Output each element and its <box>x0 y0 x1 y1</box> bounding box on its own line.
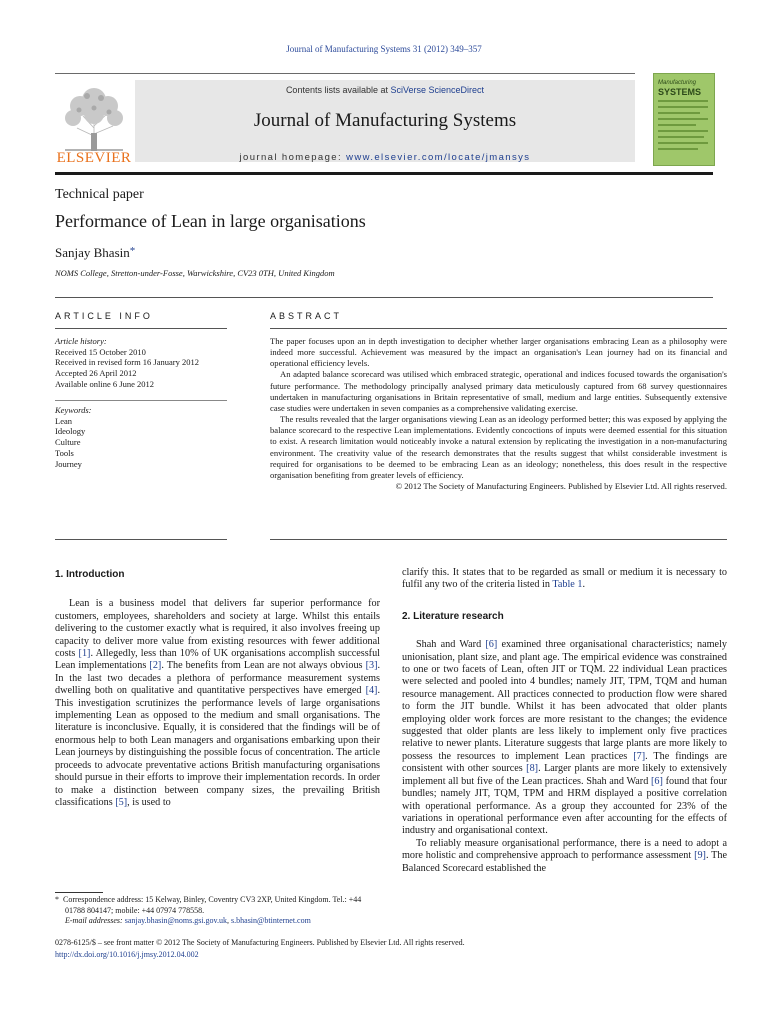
correspondence-footnote <box>55 892 380 927</box>
email-link[interactable]: s.bhasin@btinternet.com <box>231 916 311 925</box>
keyword: Culture <box>55 437 81 448</box>
doi-link[interactable]: http://dx.doi.org/10.1016/j.jmsy.2012.04.002 <box>55 950 199 959</box>
author-line <box>55 245 135 261</box>
elsevier-wordmark: ELSEVIER <box>56 150 132 166</box>
paper-type: Technical paper <box>55 187 144 202</box>
body-right-column <box>402 567 727 875</box>
cover-line-9 <box>658 148 698 150</box>
abstract-paragraph: An adapted balance scorecard was utilised which embraced strategic, operational and indices focused towards the organisation's future performance. The methodology principally analysed primary data meticulously captured from 68 survey questionnaires undertaken in manufacturing organisations in Britain representative of small, medium and large entities. Subsequently extensive case studies were undertaken in seven companies as a comprehensive validating exercise. <box>270 369 727 413</box>
citation-link[interactable]: [3] <box>365 660 378 672</box>
cover-line-7 <box>658 136 704 138</box>
journal-homepage <box>135 152 635 163</box>
text-run: Shah and Ward <box>416 639 486 651</box>
author-name: Sanjay Bhasin <box>55 245 130 260</box>
correspondence-text: Correspondence address: 15 Kelway, Binley, Coventry CV3 2XP, United Kingdom. Tel.: +44 01788 804147; mobile: +44 07974 778558. <box>63 895 362 915</box>
header-divider <box>55 172 713 175</box>
author-footnote-mark[interactable]: * <box>129 245 136 257</box>
abstract-paragraph: The paper focuses upon an in depth investigation to decipher whether larger organisations embracing Lean as a philosophy were indeed more successful. Achievement was measured by the impact an organisation's Lean journey had on its financial and operational efficiency levels. <box>270 336 727 369</box>
abstract-copyright: © 2012 The Society of Manufacturing Engineers. Published by Elsevier Ltd. All rights reserved. <box>395 481 727 492</box>
text-run: . The Balanced Scorecard established the <box>402 850 727 874</box>
cover-line-5 <box>658 124 696 126</box>
masthead-top-rule <box>55 73 635 74</box>
citation-link[interactable]: [8] <box>526 763 539 775</box>
email-separator: , <box>227 916 232 925</box>
keyword: Lean <box>55 415 72 426</box>
keywords <box>55 405 227 469</box>
cover-line-3 <box>658 112 700 114</box>
cover-line-2 <box>658 106 708 108</box>
email-label: E-mail addresses: <box>65 916 125 925</box>
citation-link[interactable]: [1] <box>78 648 91 660</box>
cover-title-large: SYSTEMS <box>658 87 702 97</box>
contents-prefix: Contents lists available at <box>285 85 391 95</box>
introduction-heading: 1. Introduction <box>55 569 125 580</box>
email-link[interactable]: sanjay.bhasin@noms.gsi.gov.uk <box>124 916 228 925</box>
paper-title: Performance of Lean in large organisations <box>55 211 366 231</box>
info-heading-rule <box>55 328 227 329</box>
abstract-heading-rule <box>270 328 727 329</box>
article-history <box>55 336 227 390</box>
abstract-bottom-rule <box>270 539 727 540</box>
author-affiliation: NOMS College, Stretton-under-Fosse, Warwickshire, CV23 0TH, United Kingdom <box>55 268 335 278</box>
introduction-paragraph <box>55 598 380 809</box>
text-run: . The findings are consistent with other sources <box>402 750 727 775</box>
text-run: found that four bundles; namely JIT, TQM, TPM and HRM displayed a positive correlation with operational performance. As a group they accounted for 23% of the variations in operational performance even after accounting for the effects of industry and organisational context. <box>402 775 727 837</box>
journal-cover-thumbnail[interactable] <box>653 73 715 166</box>
text-run: . This investigation scrutinizes the performance levels of large organisations implementing Lean as opposed to the medium and small organisations. The literature is inconclusive. Equally, it is considered that the findings will be of enormous help to both Lean managers and organisations embarking upon their Lean journeys by distinguishing the possible focus of concentration. The article proceeds to advocate preventative actions British manufacturing organisations should pursue in their efforts to improve their implementation records. In order to make a distinction between company sizes, the prevailing British classifications <box>55 685 380 808</box>
text-run: clarify this. It states that to be regarded as small or medium it is necessary to fulfil any two of the criteria listed in <box>402 567 727 591</box>
table-link[interactable]: Table 1 <box>552 579 583 591</box>
text-run: . Larger plants are more likely to extensively implement all but five of the Lean practices. Shah and Ward <box>402 763 727 787</box>
history-online: Available online 6 June 2012 <box>55 378 154 389</box>
citation-link[interactable]: [9] <box>694 850 706 862</box>
abstract-body <box>270 336 727 492</box>
continued-paragraph <box>402 567 727 592</box>
literature-paragraph <box>402 838 727 875</box>
text-run: To reliably measure organisational performance, there is a need to adopt a more holistic and comprehensive approach to performance assessment <box>402 837 727 862</box>
literature-paragraph <box>402 639 727 838</box>
citation-link[interactable]: [7] <box>633 750 646 762</box>
footnote-rule <box>55 892 103 893</box>
history-accepted: Accepted 26 April 2012 <box>55 368 137 379</box>
journal-name: Journal of Manufacturing Systems <box>253 110 517 131</box>
history-revised: Received in revised form 16 January 2012 <box>55 357 199 368</box>
text-run: . Allegedly, less than 10% of UK organisations accomplish successful Lean implementations <box>55 648 381 672</box>
body-left-column <box>55 567 380 809</box>
history-label: Article history: <box>55 336 107 346</box>
email-line <box>55 916 380 927</box>
cover-line-4 <box>658 118 708 120</box>
cover-title-small: Manufacturing <box>658 80 697 86</box>
sciencedirect-link[interactable]: SciVerse ScienceDirect <box>390 85 485 95</box>
footnote-mark: * <box>55 895 59 904</box>
text-run: , is used to <box>127 796 171 808</box>
article-info-heading: ARTICLE INFO <box>55 311 153 321</box>
text-run: examined three organisational characteristics; namely unionisation, plant size, and plant age. The empirical evidence was constrained to one or two facets of Lean, often JIT or TQM. 22 individual Lean practices were selected and pooled into 4 bundles; namely JIT, TPM, TQM and human resource management. All practices connected to production flow were shared to form the JIT bundle. Whilst it has been advocated that older plants employing older work forces are more resistant to the changes; the evidence suggested that older plants are less likely to implement only five practices relative to newer plants. Literature suggests that large plants are more likely to possess the resources to implement Lean practices <box>402 639 727 762</box>
text-run: . The benefits from Lean are not always obvious <box>161 660 366 672</box>
citation-link[interactable]: [2] <box>149 660 162 672</box>
info-bottom-rule <box>55 539 227 540</box>
front-matter-info <box>55 937 465 961</box>
issn-line: 0278-6125/$ – see front matter © 2012 The Society of Manufacturing Engineers. Published by Elsevier Ltd. All rights reserved. <box>55 938 465 947</box>
abstract-heading: ABSTRACT <box>270 311 343 321</box>
text-run: . <box>582 579 585 591</box>
keywords-label: Keywords: <box>55 405 92 415</box>
contents-availability <box>135 85 635 95</box>
keyword: Journey <box>55 458 82 469</box>
abstract-paragraph: The results revealed that the larger organisations viewing Lean as an ideology performed better; this was exposed by applying the balance scorecard to the respective Lean implementations. Evidently concoctions of inputs were deemed essential for this situation to exist. A research limitation would noticeably invoke a natural extension by replicating the investigation in a non-manufacturing environment. The creativity value of the research demonstrates that the results suggest that whilst considerable investment is required for organisations to be deemed to be embracing Lean as an ideology; nonetheless, this does result in the respective organisation benefiting from greater levels of efficiency. <box>270 414 727 480</box>
literature-heading: 2. Literature research <box>402 610 504 622</box>
cover-line-1 <box>658 100 708 102</box>
citation-link[interactable]: [6] <box>651 775 663 787</box>
citation-link[interactable]: [5] <box>115 796 128 808</box>
text-run: . In the last two decades a plethora of performance measurement systems dwelling both on qualitative and quantitative perspectives have emerged <box>55 660 381 697</box>
cover-line-6 <box>658 130 708 132</box>
citation-link[interactable]: [6] <box>485 639 498 651</box>
cover-line-8 <box>658 142 708 144</box>
homepage-prefix: journal homepage: <box>239 152 347 163</box>
title-divider <box>55 297 713 298</box>
masthead-panel <box>135 80 635 162</box>
homepage-link[interactable]: www.elsevier.com/locate/jmansys <box>346 152 531 163</box>
history-received: Received 15 October 2010 <box>55 346 146 357</box>
text-run: Lean is a business model that delivers far superior performance for customers, employees, shareholders and society at large. Whilst this entails delivering to the customer exactly what is required, it also involves freeing up capacity to deliver more value from existing resources with fewer additional costs <box>55 598 380 660</box>
history-keywords-rule <box>55 400 227 401</box>
journal-masthead <box>55 73 635 167</box>
journal-citation[interactable]: Journal of Manufacturing Systems 31 (2012) 349–357 <box>286 44 482 54</box>
citation-link[interactable]: [4] <box>365 685 378 697</box>
keyword: Tools <box>55 447 74 458</box>
keyword: Ideology <box>55 426 86 437</box>
correspondence-address <box>55 895 380 916</box>
